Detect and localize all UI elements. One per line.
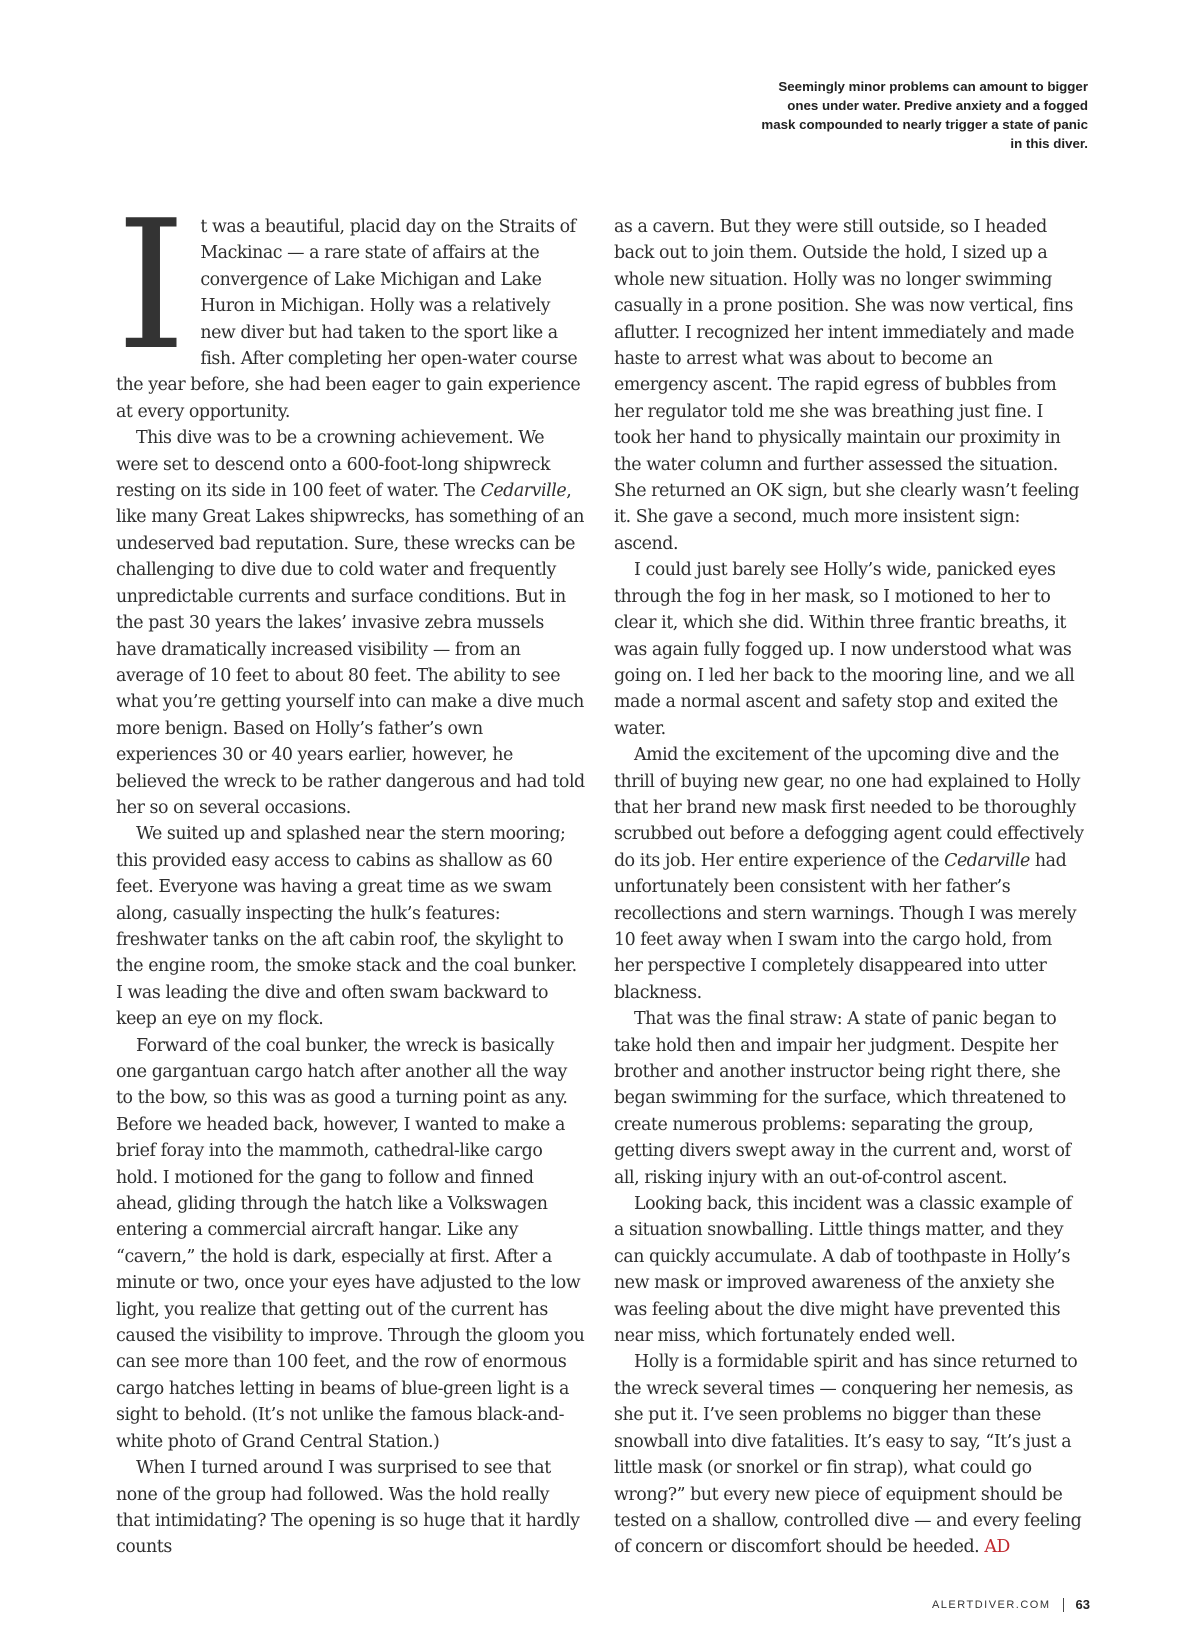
paragraph: as a cavern. But they were still outside, so I headed back out to join them. Outside the hold, I sized up a whole new situation. Holly was no longer swimming casually in a prone position. She was now vertical, fins aflutter. I recognized her intent immediately and made haste to arrest what was about to become an emergency ascent. The rapid egress of bubbles from her regulator told me she was breathing just fine. I took her hand to physically maintain our proximity in the water column and further assessed the situation. She returned an OK sign, but she clearly wasn’t feeling it. She gave a second, much more insistent sign: ascend.: [614, 217, 1080, 554]
paragraph-text: Holly is a formidable spirit and has since returned to the wreck several times — conquering her nemesis, as she put it. I’ve seen problems no bigger than these snowball into dive fatalities. It’s easy to say, “It’s just a little mask (or snorkel or fin strap), what could go wrong?” but every new piece of equipment should be tested on a shallow, controlled dive — and every feeling of concern or discomfort should be heeded.: [614, 1352, 1082, 1558]
page-number: 63: [1075, 1597, 1090, 1612]
paragraph-text: This dive was to be a crowning achievement. We were set to descend onto a 600-foot-long shipwreck resting on its side in 100 feet of water. The: [116, 428, 551, 502]
paragraph-text: had unfortunately been consistent with her father’s recollections and stern warnings. Though I was merely 10 feet away when I swam into the cargo hold, from her perspective I completely disappeared into utter blackness.: [614, 850, 1077, 1003]
paragraph: [614, 742, 1084, 1006]
end-mark: AD: [984, 1537, 1010, 1558]
paragraph: I could just barely see Holly’s wide, panicked eyes through the fog in her mask, so I motioned to her to clear it, which she did. Within three frantic breaths, it was again fully fogged up. I now understood what was going on. I led her back to the mooring line, and we all made a normal ascent and safety stop and exited the water.: [614, 560, 1075, 739]
paragraph: Looking back, this incident was a classic example of a situation snowballing. Little things matter, and they can quickly accumulate. A dab of toothpaste in Holly’s new mask or improved awareness of the anxiety she was feeling about the dive might have prevented this near miss, which fortunately ended well.: [614, 1194, 1072, 1347]
paragraph-text: , like many Great Lakes shipwrecks, has something of an undeserved bad reputation. Sure, these wrecks can be challenging to dive due to cold water and frequently unpredictable currents and surface conditions. But in the past 30 years the lakes’ invasive zebra mussels have dramatically increased visibility — from an average of 10 feet to about 80 feet. The ability to see what you’re getting yourself into can make a dive much more benign. Based on Holly’s father’s own experiences 30 or 40 years earlier, however, he believed the wreck to be rather dangerous and had told her so on several occasions.: [116, 481, 585, 818]
photo-caption: Seemingly minor problems can amount to bigger ones under water. Predive anxiety and a fogged mask compounded to nearly trigger a state of panic in this diver.: [761, 79, 1088, 151]
paragraph: [116, 182, 586, 425]
paragraph-text: Amid the excitement of the upcoming dive and the thrill of buying new gear, no one had explained to Holly that her brand new mask first needed to be thoroughly scrubbed out before a defogging agent could effectively do its job. Her entire experience of the: [614, 745, 1084, 871]
paragraph: [116, 425, 586, 821]
paragraph: We suited up and splashed near the stern mooring; this provided easy access to cabins as shallow as 60 feet. Everyone was having a great time as we swam along, casually inspecting the hulk’s features: freshwater tanks on the aft cabin roof, the skylight to the engine room, the smoke stack and the coal bunker. I was leading the dive and often swam backward to keep an eye on my flock.: [116, 824, 577, 1030]
paragraph: [614, 1349, 1084, 1560]
ship-name: Cedarville: [480, 481, 567, 502]
page-footer: [932, 1597, 1090, 1612]
article-column-left: [116, 182, 586, 1561]
ship-name: Cedarville: [944, 850, 1030, 871]
paragraph-text: t was a beautiful, placid day on the Straits of Mackinac — a rare state of affairs at the convergence of Lake Michigan and Lake Huron in Michigan. Holly was a relatively new diver but had taken to the sport like a fish. After completing her open-water course the year before, she had been eager to gain experience at every opportunity.: [116, 217, 581, 422]
paragraph: Forward of the coal bunker, the wreck is basically one gargantuan cargo hatch after another all the way to the bow, so this was as good a turning point as any. Before we headed back, however, I wanted to make a brief foray into the mammoth, cathedral-like cargo hold. I motioned for the gang to follow and finned ahead, gliding through the hatch like a Volkswagen entering a commercial aircraft hangar. Like any “cavern,” the hold is dark, especially at first. After a minute or two, once your eyes have adjusted to the low light, you realize that getting out of the current has caused the visibility to improve. Through the gloom you can see more than 100 feet, and the row of enormous cargo hatches letting in beams of blue-green light is a sight to behold. (It’s not unlike the famous black-and-white photo of Grand Central Station.): [116, 1035, 585, 1452]
footer-site: ALERTDIVER.COM: [931, 1598, 1051, 1611]
paragraph: That was the final straw: A state of panic began to take hold then and impair her judgment. Despite her brother and another instructor being right there, she began swimming for the surface, which threatened to create numerous problems: separating the group, getting divers swept away in the current and, worst of all, risking injury with an out-of-control ascent.: [614, 1009, 1071, 1188]
footer-divider: [1063, 1598, 1064, 1612]
article-column-right: [614, 214, 1084, 1561]
paragraph: When I turned around I was surprised to see that none of the group had followed. Was the hold really that intimidating? The opening is so huge that it hardly counts: [116, 1458, 580, 1558]
drop-cap: I: [116, 182, 187, 389]
